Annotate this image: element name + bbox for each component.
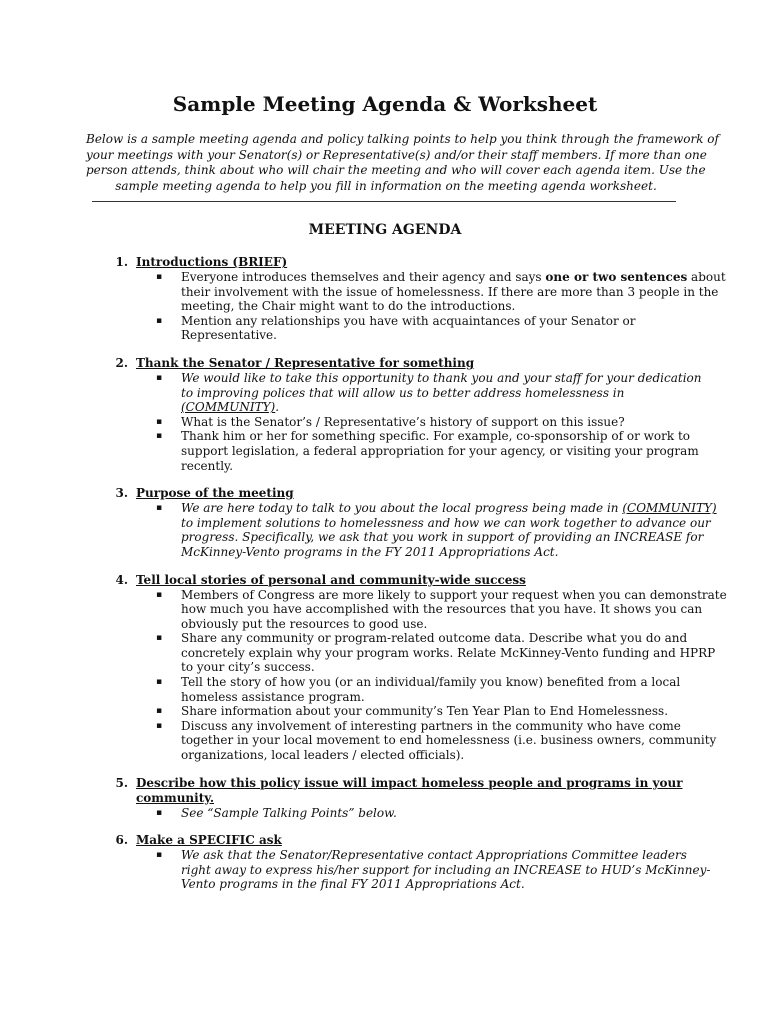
square-bullet-icon: ▪ (156, 807, 163, 818)
bullet-line (181, 371, 730, 386)
section-number: 2. (115, 355, 128, 370)
text-run: support legislation, a federal appropriation for your agency, or visiting your program (181, 443, 699, 458)
agenda-section (0, 486, 770, 559)
text-run: We would like to take this opportunity to thank you and your staff for your dedication (181, 370, 702, 385)
bullet-line (181, 386, 730, 401)
bullet-line (181, 314, 730, 329)
text-run: recently. (181, 458, 234, 473)
section-title (0, 255, 770, 270)
text-run: to implement solutions to homelessness and how we can work together to advance our (181, 515, 711, 530)
bullet-line (181, 806, 730, 821)
text-run: We ask that the Senator/Representative contact Appropriations Committee leaders (181, 848, 687, 863)
text-run: together in your local movement to end homelessness (i.e. business owners, community (181, 733, 717, 748)
bullet-item (0, 806, 770, 821)
bullet-line (181, 690, 730, 705)
text-run: Everyone introduces themselves and their agency and says (181, 270, 546, 284)
bullet-list (0, 371, 770, 473)
agenda-section (0, 356, 770, 473)
bullet-line (181, 415, 730, 430)
bullet-line (181, 863, 730, 878)
section-number: 4. (115, 572, 128, 587)
text-run: Mention any relationships you have with acquaintances of your Senator or (181, 313, 636, 328)
bullet-line (181, 501, 730, 516)
bullet-item (0, 719, 770, 763)
text-run: (COMMUNITY) (181, 400, 276, 415)
bullet-line (181, 270, 730, 285)
text-run: right away to express his/her support for including an INCREASE to HUD’s McKinney- (181, 862, 711, 877)
square-bullet-icon: ▪ (156, 589, 163, 600)
section-gap (0, 473, 770, 486)
bullet-item (0, 675, 770, 704)
section-title-text: Purpose of the meeting (136, 486, 294, 501)
bullet-line (181, 660, 730, 675)
intro-line: your meetings with your Senator(s) or Representative(s) and/or their staff members. If more than one (86, 147, 707, 162)
text-run: organizations, local leaders / elected officials). (181, 748, 465, 763)
square-bullet-icon: ▪ (156, 720, 163, 731)
text-run: meeting, the Chair might want to do the introductions. (181, 299, 516, 314)
section-number: 5. (115, 775, 128, 790)
intro-line: Below is a sample meeting agenda and policy talking points to help you think through the framework of (86, 132, 719, 146)
bullet-line (181, 748, 730, 763)
text-run: how much you have accomplished with the resources that you have. It shows you can (181, 602, 703, 617)
page-title: Sample Meeting Agenda & Worksheet (172, 92, 598, 116)
bullet-line (181, 459, 730, 474)
agenda-section (0, 255, 770, 343)
text-run: to your city’s success. (181, 660, 315, 675)
section-title-text: Introductions (BRIEF) (136, 255, 288, 269)
text-run: See “Sample Talking Points” below. (181, 805, 397, 820)
text-run: about (687, 270, 726, 284)
intro-paragraph (86, 132, 719, 194)
bullet-line (181, 719, 730, 734)
text-run: concretely explain why your program works. Relate McKinney-Vento funding and HPRP (181, 645, 716, 660)
bullet-line (181, 530, 730, 545)
square-bullet-icon: ▪ (156, 372, 163, 383)
text-run: Discuss any involvement of interesting partners in the community who have come (181, 718, 681, 733)
text-run: Tell the story of how you (or an individual/family you know) benefited from a local (181, 675, 681, 690)
bullet-item (0, 371, 770, 415)
square-bullet-icon: ▪ (156, 503, 163, 514)
bullet-list (0, 270, 770, 343)
section-title-text: Make a SPECIFIC ask (136, 833, 282, 848)
section-gap (0, 763, 770, 776)
text-run: Share any community or program-related outcome data. Describe what you do and (181, 631, 688, 646)
bullet-list (0, 501, 770, 559)
section-title-text: Thank the Senator / Representative for something (136, 355, 475, 370)
section-title-text: community. (136, 790, 215, 805)
bullet-line (181, 429, 730, 444)
bullet-line (181, 631, 730, 646)
text-run: Share information about your community’s Ten Year Plan to End Homelessness. (181, 704, 669, 719)
bullet-line (181, 588, 730, 603)
section-gap (0, 560, 770, 573)
bullet-item (0, 429, 770, 473)
bullet-line (181, 733, 730, 748)
square-bullet-icon: ▪ (156, 315, 163, 326)
text-run: . (275, 400, 280, 415)
bullet-item (0, 704, 770, 719)
text-run: Thank him or her for something specific. For example, co-sponsorship of or work to (181, 429, 691, 444)
text-run: to improving polices that will allow us to better address homelessness in (181, 385, 625, 400)
bullet-line (181, 545, 730, 560)
section-gap (0, 343, 770, 356)
bullet-list (0, 588, 770, 763)
intro-line: person attends, think about who will chair the meeting and who will cover each agenda item. Use the (86, 163, 706, 178)
bullet-line (181, 400, 730, 415)
square-bullet-icon: ▪ (156, 272, 163, 282)
section-gap (0, 820, 770, 833)
section-title-text: Tell local stories of personal and community-wide success (136, 572, 526, 587)
square-bullet-icon: ▪ (156, 633, 163, 644)
text-run: McKinney-Vento programs in the FY 2011 Appropriations Act. (181, 544, 559, 559)
bullet-list (0, 806, 770, 821)
agenda-section (0, 573, 770, 763)
bullet-item (0, 415, 770, 430)
bullet-line (181, 299, 730, 314)
square-bullet-icon: ▪ (156, 431, 163, 442)
square-bullet-icon: ▪ (156, 416, 163, 427)
bullet-line (181, 602, 730, 617)
text-run: one or two sentences (545, 270, 688, 284)
bullet-line (181, 646, 730, 661)
bullet-line (181, 675, 730, 690)
bullet-item (0, 314, 770, 343)
bullet-list (0, 848, 770, 892)
text-run: Vento programs in the final FY 2011 Appropriations Act. (181, 877, 525, 892)
bullet-line (181, 848, 730, 863)
agenda-list (0, 255, 770, 892)
square-bullet-icon: ▪ (156, 850, 163, 861)
section-number: 6. (115, 833, 128, 848)
bullet-line (181, 704, 730, 719)
section-title (0, 486, 770, 501)
bullet-line (181, 444, 730, 459)
agenda-heading: MEETING AGENDA (308, 222, 462, 238)
intro-line: sample meeting agenda to help you fill in information on the meeting agenda worksheet. (115, 178, 657, 193)
section-title (0, 356, 770, 371)
bullet-item (0, 848, 770, 892)
section-title (0, 573, 770, 588)
bullet-item (0, 631, 770, 675)
text-run: homeless assistance program. (181, 689, 365, 704)
text-run: We are here today to talk to you about the local progress being made in (181, 501, 623, 516)
text-run: (COMMUNITY) (622, 501, 717, 516)
divider-line (92, 201, 676, 202)
section-title (0, 776, 770, 806)
bullet-item (0, 270, 770, 314)
bullet-line (181, 617, 730, 632)
text-run: Members of Congress are more likely to support your request when you can demonstrate (181, 587, 727, 602)
section-number: 1. (115, 255, 128, 269)
text-run: progress. Specifically, we ask that you work in support of providing an INCREASE for (181, 530, 704, 545)
bullet-line (181, 285, 730, 300)
bullet-item (0, 501, 770, 559)
agenda-section (0, 833, 770, 892)
text-run: What is the Senator’s / Representative’s history of support on this issue? (181, 414, 625, 429)
agenda-section (0, 776, 770, 821)
bullet-line (181, 877, 730, 892)
section-title (0, 833, 770, 848)
bullet-line (181, 328, 730, 343)
section-number: 3. (115, 486, 128, 501)
bullet-item (0, 588, 770, 632)
text-run: their involvement with the issue of homelessness. If there are more than 3 people in the (181, 284, 719, 299)
text-run: obviously put the resources to good use. (181, 616, 428, 631)
section-title-text: Describe how this policy issue will impact homeless people and programs in your (136, 775, 683, 790)
square-bullet-icon: ▪ (156, 706, 163, 717)
text-run: Representative. (181, 328, 277, 343)
bullet-line (181, 516, 730, 531)
square-bullet-icon: ▪ (156, 677, 163, 688)
